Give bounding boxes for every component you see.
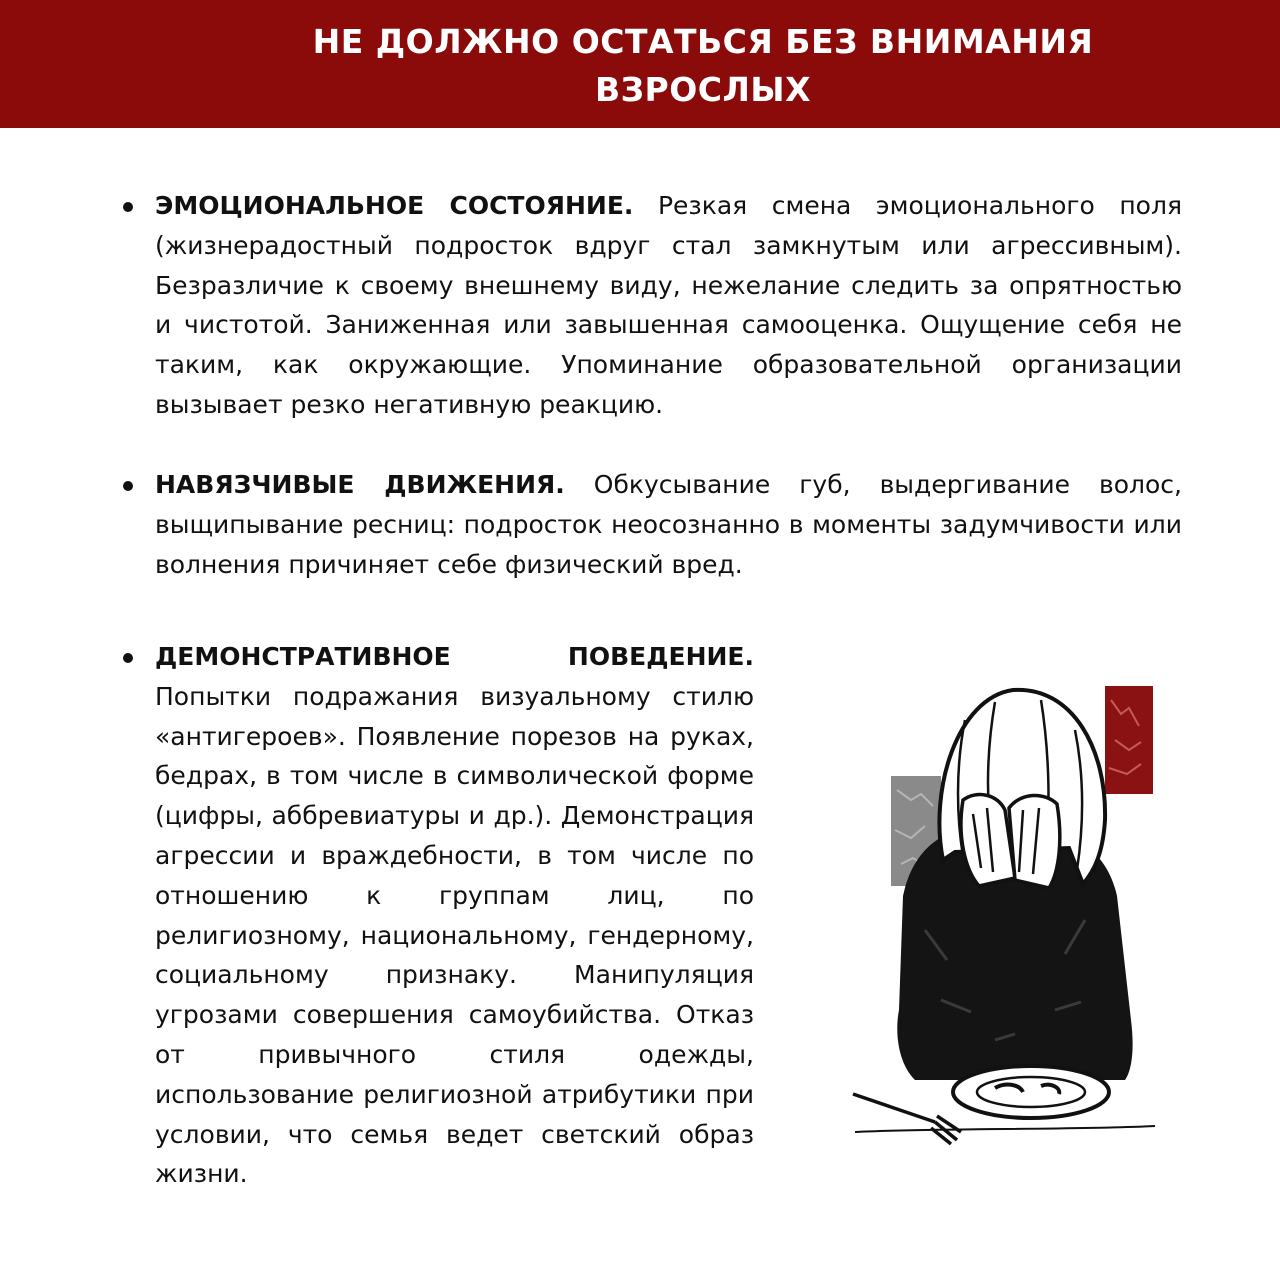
- page-title-line-2: ВЗРОСЛЫХ: [594, 70, 812, 109]
- list-item-emotional-state: [155, 186, 1182, 425]
- item-heading: ДЕМОНСТРАТИВНОЕ ПОВЕДЕНИЕ.: [155, 642, 754, 671]
- item-heading: НАВЯЗЧИВЫЕ ДВИЖЕНИЯ.: [155, 470, 565, 499]
- page-title-line-1: НЕ ДОЛЖНО ОСТАТЬСЯ БЕЗ ВНИМАНИЯ: [312, 22, 1094, 61]
- header-banner: [0, 0, 1280, 128]
- page-title: [300, 18, 1106, 114]
- item-text: Попытки подражания визуальному стилю «антигероев». Появление порезов на руках, бедрах, в том числе в символической форме (цифры, аббревиатуры и др.). Демонстрация агрессии и враждебности, в том числе по отношению к группам лиц, по религиозному, национальному, гендерному, социальному признаку. Манипуляция угрозами совершения самоубийства. Отказ от привычного стиля одежды, использование религиозной атрибутики при условии, что семья ведет светский образ жизни.: [155, 681, 754, 1189]
- list-item-demonstrative-behavior: [155, 637, 754, 1194]
- bullet-dot-icon: [123, 653, 133, 663]
- distressed-teen-at-table-illustration: [845, 680, 1165, 1150]
- bullet-dot-icon: [123, 202, 133, 212]
- item-text: Резкая смена эмоционального поля (жизнерадостный подросток вдруг стал замкнутым или агрессивным). Безразличие к своему внешнему виду, нежелание следить за опрятностью и чистотой. Заниженная или завышенная самооценка. Ощущение себя не таким, как окружающие. Упоминание образовательной организации вызывает резко негативную реакцию.: [155, 191, 1182, 419]
- list-item-obsessive-movements: [155, 465, 1182, 584]
- bullet-dot-icon: [123, 481, 133, 491]
- item-text: Обкусывание губ, выдергивание волос, выщипывание ресниц: подросток неосознанно в моменты задумчивости или волнения причиняет себе физический вред.: [155, 470, 1182, 579]
- item-heading: ЭМОЦИОНАЛЬНОЕ СОСТОЯНИЕ.: [155, 191, 634, 220]
